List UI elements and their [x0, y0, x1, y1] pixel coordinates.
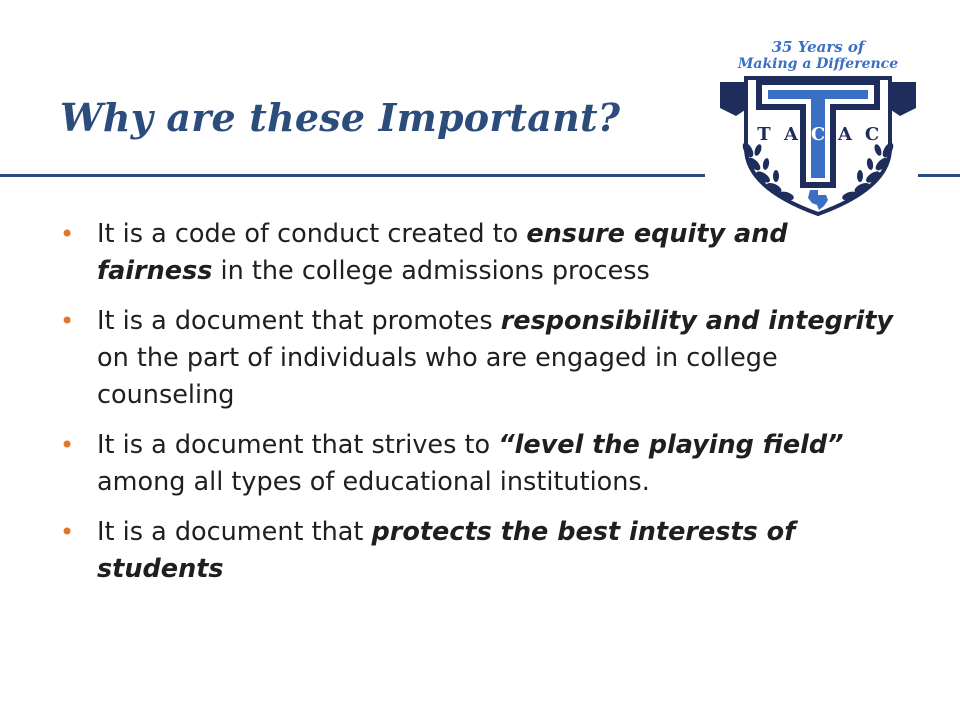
title-divider-right	[918, 174, 960, 177]
logo-letter-5: C	[864, 124, 880, 145]
bullet-item	[60, 514, 910, 588]
logo-letter-4: A	[838, 124, 852, 145]
logo-banner-right	[888, 82, 916, 116]
bullet-text-emphasis: “level the playing field”	[498, 430, 844, 460]
bullet-text-before: It is a document that promotes	[97, 306, 501, 336]
logo-letter-3: C	[810, 124, 826, 145]
bullet-marker: •	[60, 220, 75, 248]
bullet-text-before: It is a document that strives to	[97, 430, 499, 460]
logo-letter-1: T	[757, 124, 771, 145]
bullet-item	[60, 427, 910, 501]
logo-tagline-line1: 35 Years of	[771, 38, 865, 56]
bullet-marker: •	[60, 431, 75, 459]
logo-letter-2: A	[784, 124, 798, 145]
tacac-logo	[718, 38, 918, 218]
bullet-text-after: among all types of educational institutions.	[97, 467, 650, 497]
bullet-text-before: It is a code of conduct created to	[97, 219, 527, 249]
bullet-text-emphasis: protects the best interests of students	[97, 517, 796, 584]
logo-tagline-line2: Making a Difference	[737, 56, 899, 72]
bullet-marker: •	[60, 307, 75, 335]
bullet-text-before: It is a document that	[97, 517, 372, 547]
bullet-marker: •	[60, 518, 75, 546]
bullet-item	[60, 303, 910, 414]
bullet-item	[60, 216, 910, 290]
bullet-list	[60, 216, 910, 601]
logo-banner-left	[720, 82, 748, 116]
title-divider-left	[0, 174, 705, 177]
bullet-text-after: in the college admissions process	[212, 256, 650, 286]
bullet-text-emphasis: ensure equity and fairness	[97, 219, 788, 286]
bullet-text-emphasis: responsibility and integrity	[500, 306, 894, 336]
bullet-text-after: on the part of individuals who are engaged in college counseling	[97, 343, 778, 410]
slide-title: Why are these Important?	[60, 95, 621, 140]
